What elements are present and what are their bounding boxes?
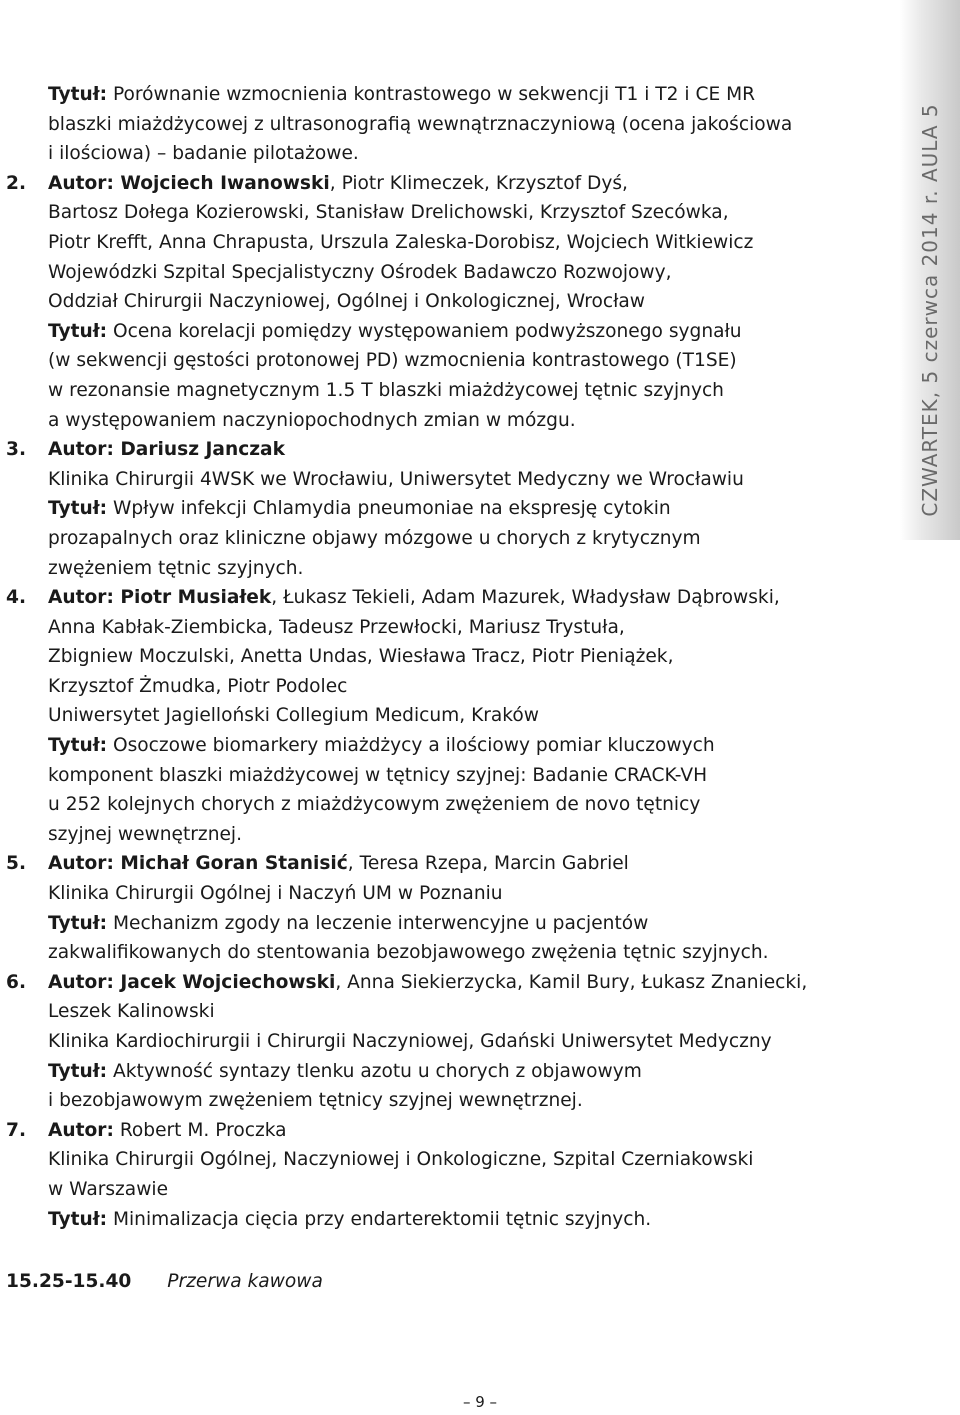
entry-line [0,465,890,495]
entry-line [0,258,890,288]
program-entry [0,849,890,967]
entry-line [0,849,890,879]
program-entry [0,1116,890,1234]
entry-line [0,524,890,554]
entry-label-bold: Autor: Piotr Musiałek [48,587,272,609]
entry-text: Robert M. Proczka [113,1119,287,1141]
entry-line [0,613,890,643]
entry-label-bold: Tytuł: [48,84,108,105]
entry-line [0,317,890,347]
entry-text: , Piotr Klimeczek, Krzysztof Dyś, [329,172,628,194]
entry-text: prozapalnych oraz kliniczne objawy mózgowe u chorych z krytycznym [48,527,701,549]
entry-label-bold: Autor: Jacek Wojciechowski [48,971,336,993]
entry-text: Oddział Chirurgii Naczyniowej, Ogólnej i Onkologicznej, Wrocław [48,291,645,313]
entry-text: Uniwersytet Jagielloński Collegium Medicum, Kraków [48,705,540,727]
entry-label-bold: Autor: Wojciech Iwanowski [48,172,330,194]
entry-line [0,346,890,376]
entry-line [0,110,890,140]
entry-number: 6. [6,971,27,993]
entry-line [0,1205,890,1235]
entry-label-bold: Tytuł: [48,912,108,934]
entry-line [0,909,890,939]
entry-text: (w sekwencji gęstości protonowej PD) wzmocnienia kontrastowego (T1SE) [48,350,737,372]
entry-line [0,1116,890,1146]
entry-text: Leszek Kalinowski [48,1001,215,1023]
entry-text: Aktywność syntazy tlenku azotu u chorych z objawowym [107,1060,642,1082]
entry-line [0,554,890,584]
entry-line [0,938,890,968]
entry-text: Anna Kabłak-Ziembicka, Tadeusz Przewłocki, Mariusz Trystuła, [48,616,625,638]
program-entry [0,169,890,435]
entry-number: 5. [6,853,27,875]
entry-text: , Łukasz Tekieli, Adam Mazurek, Władysław Dąbrowski, [271,587,780,609]
entry-line [0,435,890,465]
entry-text: Krzysztof Żmudka, Piotr Podolec [48,675,348,697]
entry-line [0,997,890,1027]
entry-label-bold: Autor: [48,1119,114,1141]
break-label: Przerwa kawowa [167,1271,323,1292]
page-number: – 9 – [462,1393,498,1411]
entry-text: Osoczowe biomarkery miażdżycy a ilościowy pomiar kluczowych [107,735,715,757]
entry-text: Bartosz Dołega Kozierowski, Stanisław Drelichowski, Krzysztof Szecówka, [48,202,729,224]
entry-text: Klinika Chirurgii Ogólnej, Naczyniowej i Onkologiczne, Szpital Czerniakowski [48,1149,754,1171]
entry-line [0,169,890,199]
entry-line [0,701,890,731]
entry-line [0,1027,890,1057]
entry-text: w Warszawie [48,1178,169,1200]
entry-number: 4. [6,587,27,609]
entry-line [0,968,890,998]
entry-text: Porównanie wzmocnienia kontrastowego w sekwencji T1 i T2 i CE MR [107,84,756,105]
entry-line [0,80,890,110]
entry-line [0,820,890,850]
entry-text: blaszki miażdżycowej z ultrasonografią wewnątrznaczyniową (ocena jakościowa [48,113,793,135]
entry-line [0,1175,890,1205]
entry-label-bold: Tytuł: [48,320,108,342]
entry-text: Wpływ infekcji Chlamydia pneumoniae na ekspresję cytokin [107,498,671,520]
entry-label-bold: Tytuł: [48,498,108,520]
entry-line [0,376,890,406]
program-entry [0,583,890,849]
entry-text: Zbigniew Moczulski, Anetta Undas, Wiesława Tracz, Piotr Pieniążek, [48,646,674,668]
entry-line [0,1145,890,1175]
entry-text: , Teresa Rzepa, Marcin Gabriel [347,853,629,875]
entry-text: zakwalifikowanych do stentowania bezobjawowego zwężenia tętnic szyjnych. [48,942,769,964]
entry-text: szyjnej wewnętrznej. [48,823,242,845]
program-entry [0,80,890,169]
entry-text: , Anna Siekierzycka, Kamil Bury, Łukasz Znaniecki, [335,971,808,993]
entry-line [0,494,890,524]
coffee-break [6,1271,323,1292]
entry-text: komponent blaszki miażdżycowej w tętnicy szyjnej: Badanie CRACK-VH [48,764,708,786]
side-tab-label: CZWARTEK, 5 czerwca 2014 r. AULA 5 [918,103,942,517]
entry-line [0,583,890,613]
entry-text: Klinika Chirurgii Ogólnej i Naczyń UM w Poznaniu [48,883,503,905]
entry-line [0,731,890,761]
entry-text: Klinika Kardiochirurgii i Chirurgii Naczyniowej, Gdański Uniwersytet Medyczny [48,1031,772,1052]
entry-text: zwężeniem tętnic szyjnych. [48,557,304,579]
entry-text: Minimalizacja cięcia przy endarterektomii tętnic szyjnych. [107,1208,652,1230]
entry-text: Wojewódzki Szpital Specjalistyczny Ośrodek Badawczo Rozwojowy, [48,261,672,283]
entry-label-bold: Tytuł: [48,1060,108,1082]
program-entry [0,968,890,1116]
entry-text: Mechanizm zgody na leczenie interwencyjne u pacjentów [107,912,649,934]
entry-number: 2. [6,172,27,194]
break-time: 15.25-15.40 [6,1271,132,1292]
entry-line [0,879,890,909]
entry-line [0,672,890,702]
entry-line [0,406,890,436]
program-entries [0,80,890,1234]
entry-text: Piotr Krefft, Anna Chrapusta, Urszula Zaleska-Dorobisz, Wojciech Witkiewicz [48,231,754,253]
entry-line [0,139,890,169]
entry-text: Klinika Chirurgii 4WSK we Wrocławiu, Uniwersytet Medyczny we Wrocławiu [48,468,744,490]
entry-line [0,642,890,672]
entry-number: 7. [6,1119,27,1141]
entry-label-bold: Tytuł: [48,735,108,757]
entry-text: u 252 kolejnych chorych z miażdżycowym zwężeniem de novo tętnicy [48,794,701,816]
entry-line [0,790,890,820]
entry-line [0,228,890,258]
entry-text: i ilościowa) – badanie pilotażowe. [48,143,359,165]
entry-line [0,198,890,228]
entry-line [0,1086,890,1116]
entry-line [0,1057,890,1087]
entry-text: w rezonansie magnetycznym 1.5 T blaszki miażdżycowej tętnic szyjnych [48,379,724,401]
program-entry [0,435,890,583]
entry-text: i bezobjawowym zwężeniem tętnicy szyjnej wewnętrznej. [48,1090,583,1112]
entry-label-bold: Autor: Dariusz Janczak [48,439,285,461]
entry-line [0,287,890,317]
entry-line [0,761,890,791]
entry-text: Ocena korelacji pomiędzy występowaniem podwyższonego sygnału [107,320,742,342]
entry-label-bold: Autor: Michał Goran Stanisić [48,853,348,875]
entry-number: 3. [6,439,27,461]
entry-text: a występowaniem naczyniopochodnych zmian w mózgu. [48,409,576,431]
entry-label-bold: Tytuł: [48,1208,108,1230]
